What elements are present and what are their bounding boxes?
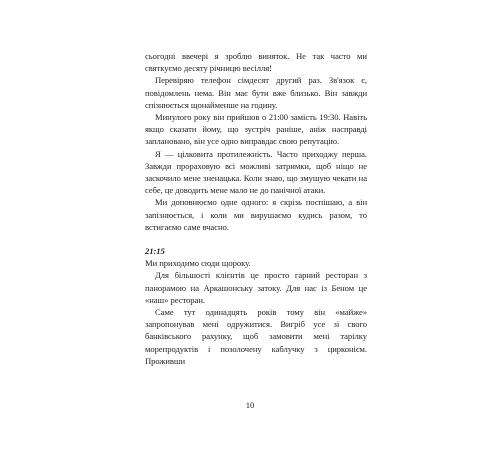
page-body-text bbox=[145, 50, 367, 367]
paragraph: Для більшості клієнтів це просто гарний ресторан з панорамою на Аркашонську затоку. Для нас із Беном це «наш» ресторан. bbox=[145, 270, 367, 305]
paragraph: Ми доповнюємо одне одного: я скрізь поспішаю, а він запізнюється, і коли ми вирушаємо кудись разом, то встигаємо саме вчасно. bbox=[145, 197, 367, 232]
paragraph: Перевіряю телефон сімдесят другий раз. Зв'язок є, повідомлень нема. Він має бути вже близько. Він завжди спізнюється щонайменше на годину. bbox=[145, 75, 367, 110]
section-gap bbox=[145, 233, 367, 245]
paragraph: Минулого року він прийшов о 21:00 замість 19:30. Навіть якщо сказати йому, що зустріч раніше, аніж насправді заплановано, він усе одно виправдає свою репутацію. bbox=[145, 112, 367, 147]
paragraph: Я — цілковита протилежність. Часто приходжу перша. Завжди прораховую всі можливі затримки, щоб ніщо не заскочило мене зненацька. Коли знаю, що змушую чекати на себе, це доводить мене мало не до панічної атаки. bbox=[145, 148, 367, 196]
page-number: 10 bbox=[245, 400, 255, 410]
time-heading: 21:15 bbox=[145, 246, 165, 257]
paragraph: Саме тут одинадцять років тому він «майже» запропонував мені одружитися. Вигріб усе зі свого банківського рахунку, щоб замовити мені тарілку морепродуктів і позолочену каблучку з цирконієм. Проживши bbox=[145, 307, 367, 366]
paragraph-continuation: сьогодні ввечері я зроблю виняток. Не так часто ми святкуємо десяту річницю весілля! bbox=[145, 51, 367, 74]
paragraph: Ми приходимо сюди щороку. bbox=[145, 258, 251, 269]
